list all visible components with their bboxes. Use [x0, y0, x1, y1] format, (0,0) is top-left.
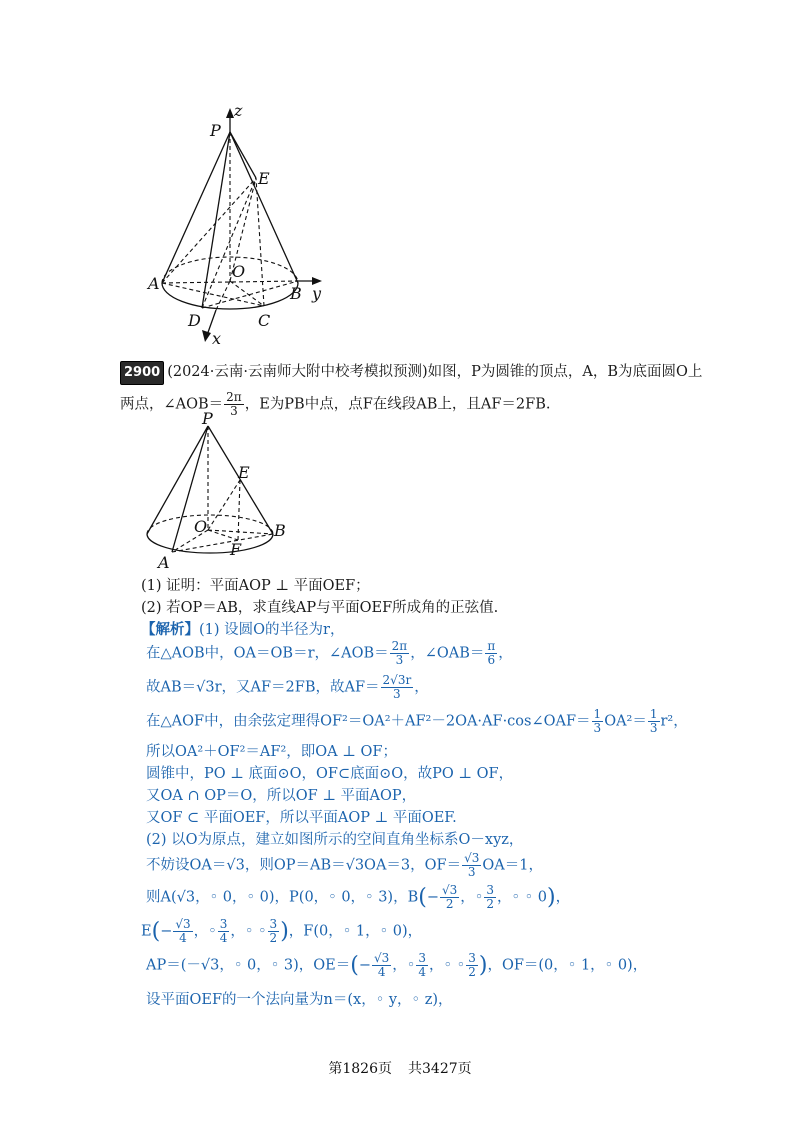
- s11-c: ，◦ ◦ 0: [496, 889, 548, 906]
- solution-line-2: [146, 640, 513, 667]
- fig1-label-d: D: [188, 311, 201, 330]
- s2-a: 在△AOB中，OA＝OB＝r，∠AOB＝: [146, 645, 389, 662]
- solution-line-5: 所以OA²＋OF²＝AF²，即OA ⊥ OF；: [146, 744, 397, 760]
- fig1-label-e: E: [258, 169, 270, 188]
- s4-frac1: [592, 708, 604, 735]
- angle-denominator: 3: [230, 404, 238, 418]
- solution-line-9: (2) 以O为原点，建立如图所示的空间直角坐标系O－xyz，: [146, 832, 524, 848]
- s13-d: ，OF＝(0，◦ 1，◦ 0)，: [487, 957, 648, 974]
- s13-f1d: 4: [377, 965, 386, 979]
- s13-f3d: 2: [468, 965, 476, 979]
- s12-f2d: 4: [219, 931, 228, 945]
- s12-frac3: [268, 918, 280, 945]
- s2-b: ，∠OAB＝: [410, 645, 485, 662]
- page-footer: [0, 1058, 800, 1078]
- s3-frac: [381, 674, 414, 701]
- s10-fd: 3: [467, 865, 476, 879]
- s11-f1d: 2: [445, 897, 454, 911]
- s10-b: OA＝1，: [482, 857, 543, 874]
- solution-line-3: [146, 674, 429, 701]
- fig2-label-p: P: [202, 410, 213, 428]
- s3-fd: 3: [393, 687, 401, 701]
- fig1-label-b: B: [290, 284, 302, 303]
- fig1-label-p: P: [210, 121, 221, 140]
- solution-line-10: [146, 852, 543, 879]
- s11-f1n: √3: [442, 883, 458, 897]
- s2-f1d: 3: [395, 653, 404, 667]
- s13-f3n: 3: [468, 951, 476, 965]
- question-1: (1) 证明：平面AOP ⊥ 平面OEF；: [141, 578, 370, 594]
- problem-intro-line2a: 两点，∠AOB＝: [120, 396, 224, 413]
- s13-f2d: 4: [418, 965, 426, 979]
- fig2-label-b: B: [274, 521, 286, 540]
- s12-f3n: 3: [269, 917, 278, 931]
- s11-frac2: [484, 884, 496, 911]
- s12-f1d: 4: [179, 931, 187, 945]
- s3-a: 故AB＝√3r，又AF＝2FB，故AF＝: [146, 679, 380, 696]
- fig2-label-a: A: [158, 553, 170, 570]
- solution-line-1: [141, 618, 344, 639]
- fig2-label-o: O: [194, 517, 208, 536]
- s11-d: ，: [555, 889, 571, 906]
- s13-f1n: √3: [374, 951, 390, 965]
- s11-frac1: [440, 884, 459, 911]
- solution-tag: 【解析】: [141, 621, 199, 638]
- fig1-label-a: A: [148, 274, 160, 293]
- s11-a: 则A(√3，◦ 0，◦ 0)，P(0，◦ 0，◦ 3)，B: [146, 889, 419, 906]
- s12-a: E: [141, 923, 152, 940]
- s12-frac2: [218, 918, 230, 945]
- solution-line-8: 又OF ⊂ 平面OEF，所以平面AOP ⊥ 平面OEF.: [146, 810, 457, 826]
- s12-c: ，◦ ◦: [230, 923, 267, 940]
- s12-d: ，F(0，◦ 1，◦ 0)，: [288, 923, 423, 940]
- s4-f1n: 1: [593, 707, 602, 721]
- s2-f2n: π: [487, 639, 496, 653]
- fig1-label-z: z: [234, 101, 243, 120]
- angle-numerator: 2π: [226, 390, 242, 404]
- question-2: (2) 若OP＝AB，求直线AP与平面OEF所成角的正弦值.: [141, 600, 499, 616]
- solution-line-14: 设平面OEF的一个法向量为n＝(x，◦ y，◦ z)，: [146, 992, 453, 1008]
- s12-f3d: 2: [269, 931, 278, 945]
- problem-intro-line1: (2024·云南·云南师大附中校考模拟预测)如图，P为圆锥的顶点，A，B为底面圆O上: [167, 364, 703, 380]
- s4-a: 在△AOF中，由余弦定理得OF²＝OA²＋AF²－2OA·AF·cos∠OAF＝: [146, 713, 591, 730]
- s3-fn: 2√3r: [382, 673, 412, 687]
- s10-frac: [462, 852, 481, 879]
- s12-f1n: √3: [175, 917, 191, 931]
- s10-fn: √3: [464, 851, 480, 865]
- s3-b: ，: [414, 679, 429, 696]
- s2-c: ，: [498, 645, 513, 662]
- s4-b: OA²＝: [604, 713, 647, 730]
- fig2-label-e: E: [238, 463, 250, 482]
- s11-f2d: 2: [486, 897, 494, 911]
- s13-frac1: [372, 952, 391, 979]
- s13-a: AP＝(－√3，◦ 0，◦ 3)，OE＝: [146, 957, 351, 974]
- solution-line-4: [146, 708, 688, 735]
- solution-line-11: 则A(√3，◦ 0，◦ 0)，P(0，◦ 0，◦ 3)，B(− $\frac{√3}{2}$ ，◦ $\frac{3}{2}$ ，◦ ◦ 0)，: [146, 883, 571, 911]
- s13-frac2: [416, 952, 428, 979]
- s2-f2d: 6: [487, 653, 496, 667]
- solution-s1: (1) 设圆O的半径为r，: [199, 622, 345, 638]
- fig1-label-o: O: [232, 262, 246, 281]
- solution-line-6: 圆锥中，PO ⊥ 底面⊙O，OF⊂底面⊙O，故PO ⊥ OF，: [146, 766, 514, 782]
- s4-c: r²，: [660, 713, 688, 730]
- page-number: 第1826页: [328, 1061, 392, 1077]
- s2-frac2: [485, 640, 497, 667]
- s12-f2n: 3: [219, 917, 228, 931]
- s12-frac1: [173, 918, 192, 945]
- s2-f1n: 2π: [391, 639, 408, 653]
- s4-f2d: 3: [649, 721, 658, 735]
- problem-intro-line2b: ，E为PB中点，点F在线段AB上，且AF＝2FB.: [244, 396, 551, 413]
- page-total: 共3427页: [408, 1061, 472, 1077]
- s2-frac1: [390, 640, 410, 667]
- s4-frac2: [648, 708, 660, 735]
- figure-cone-plain: [140, 410, 290, 570]
- solution-line-7: 又OA ∩ OP＝O，所以OF ⊥ 平面AOP，: [146, 788, 417, 804]
- s12-b: ，◦: [193, 923, 217, 940]
- s11-f2n: 3: [486, 883, 494, 897]
- figure-cone-axes: [140, 100, 340, 350]
- solution-line-13: AP＝(－√3，◦ 0，◦ 3)，OE＝(− $\frac{√3}{4}$ ，◦ $\frac{3}{4}$ ，◦ ◦ $\frac{3}{2}$ )，OF＝(0，◦ 1，◦ 0)，: [146, 951, 648, 979]
- fig1-label-x: x: [212, 329, 222, 348]
- fig2-label-f: F: [230, 540, 242, 559]
- fig1-label-y: y: [312, 284, 322, 303]
- problem-number-badge: 2900: [120, 361, 164, 385]
- s13-f2n: 3: [418, 951, 426, 965]
- fig1-label-c: C: [258, 311, 271, 330]
- s4-f1d: 3: [593, 721, 602, 735]
- s4-f2n: 1: [649, 707, 658, 721]
- s13-b: ，◦: [392, 957, 416, 974]
- s10-a: 不妨设OA＝√3，则OP＝AB＝√3OA＝3，OF＝: [146, 857, 462, 874]
- solution-line-12: E(− $\frac{√3}{4}$ ，◦ $\frac{3}{4}$ ，◦ ◦ $\frac{3}{2}$ )，F(0，◦ 1，◦ 0)，: [141, 917, 423, 945]
- s13-c: ，◦ ◦: [429, 957, 466, 974]
- s13-frac3: [466, 952, 478, 979]
- s11-b: ，◦: [460, 889, 484, 906]
